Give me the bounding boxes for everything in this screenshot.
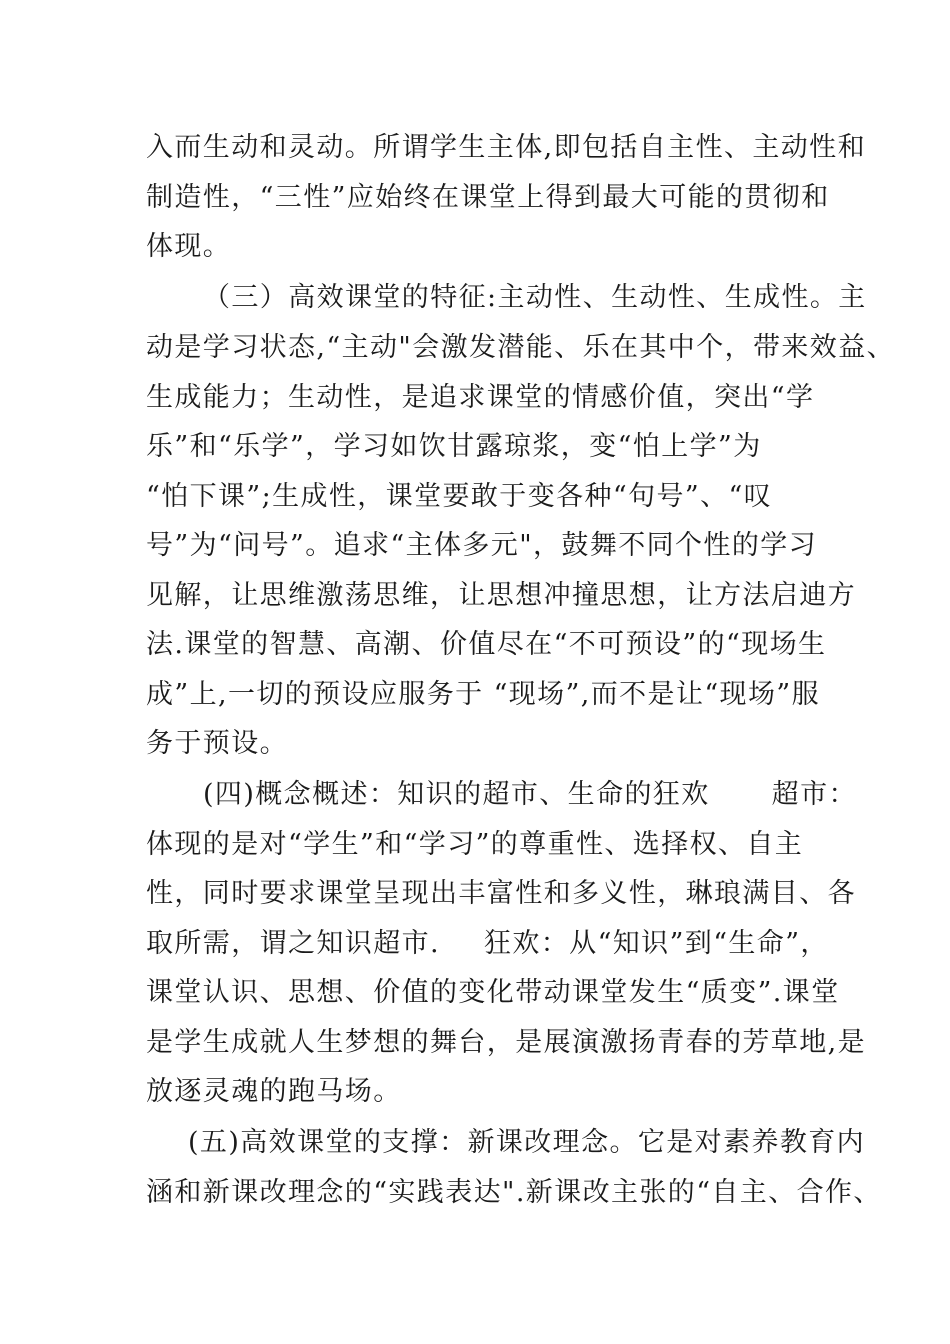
- text-line: （三）高效课堂的特征:主动性、生动性、生成性。主: [203, 282, 867, 313]
- text-line: 见解，让思维激荡思维，让思想冲撞思想，让方法启迪方: [146, 580, 856, 611]
- text-line: 性，同时要求课堂呈现出丰富性和多义性，琳琅满目、各: [146, 878, 856, 909]
- text-line: 体现的是对“学生”和“学习”的尊重性、选择权、自主: [146, 829, 804, 860]
- text-line: 乐”和“乐学”，学习如饮甘露琼浆，变“怕上学”为: [146, 431, 762, 462]
- text-line: 放逐灵魂的跑马场。: [146, 1076, 402, 1107]
- text-line: 务于预设。: [146, 728, 288, 759]
- text-line: “怕下课”;生成性，课堂要敢于变各种“句号”、“叹: [146, 481, 773, 512]
- text-line: 成”上,一切的预设应服务于 “现场”,而不是让“现场”服: [146, 679, 820, 710]
- text-line: 课堂认识、思想、价值的变化带动课堂发生“质变”.课堂: [146, 977, 840, 1008]
- text-line: 制造性，“三性”应始终在课堂上得到最大可能的贯彻和: [146, 182, 830, 213]
- text-line: 是学生成就人生梦想的舞台，是展演激扬青春的芳草地,是: [146, 1027, 866, 1058]
- text-line: [203, 778, 857, 812]
- text-line: 法.课堂的智慧、高潮、价值尽在“不可预设”的“现场生: [146, 629, 827, 660]
- text-line: 体现。: [146, 231, 232, 262]
- text-line: 生成能力；生动性，是追求课堂的情感价值，突出“学: [146, 382, 815, 413]
- text-line: (五)高效课堂的支撑：新课改理念。它是对素养教育内: [188, 1127, 866, 1158]
- text-segment: 超市：: [771, 779, 857, 810]
- text-line: 涵和新课改理念的“实践表达".新课改主张的“自主、合作、: [146, 1177, 882, 1208]
- text-segment: 狂欢：从“知识”到“生命”，: [483, 928, 829, 959]
- text-line: 号”为“问号”。追求“主体多元"，鼓舞不同个性的学习: [146, 530, 818, 561]
- text-line: [146, 927, 829, 961]
- text-segment: (四)概念概述：知识的超市、生命的狂欢: [203, 779, 710, 810]
- text-line: 动是学习状态,“主动"会激发潜能、乐在其中个，带来效益、: [146, 332, 896, 363]
- text-line: 入而生动和灵动。所谓学生主体,即包括自主性、主动性和: [146, 132, 866, 163]
- text-segment: 取所需，谓之知识超市.: [146, 928, 440, 959]
